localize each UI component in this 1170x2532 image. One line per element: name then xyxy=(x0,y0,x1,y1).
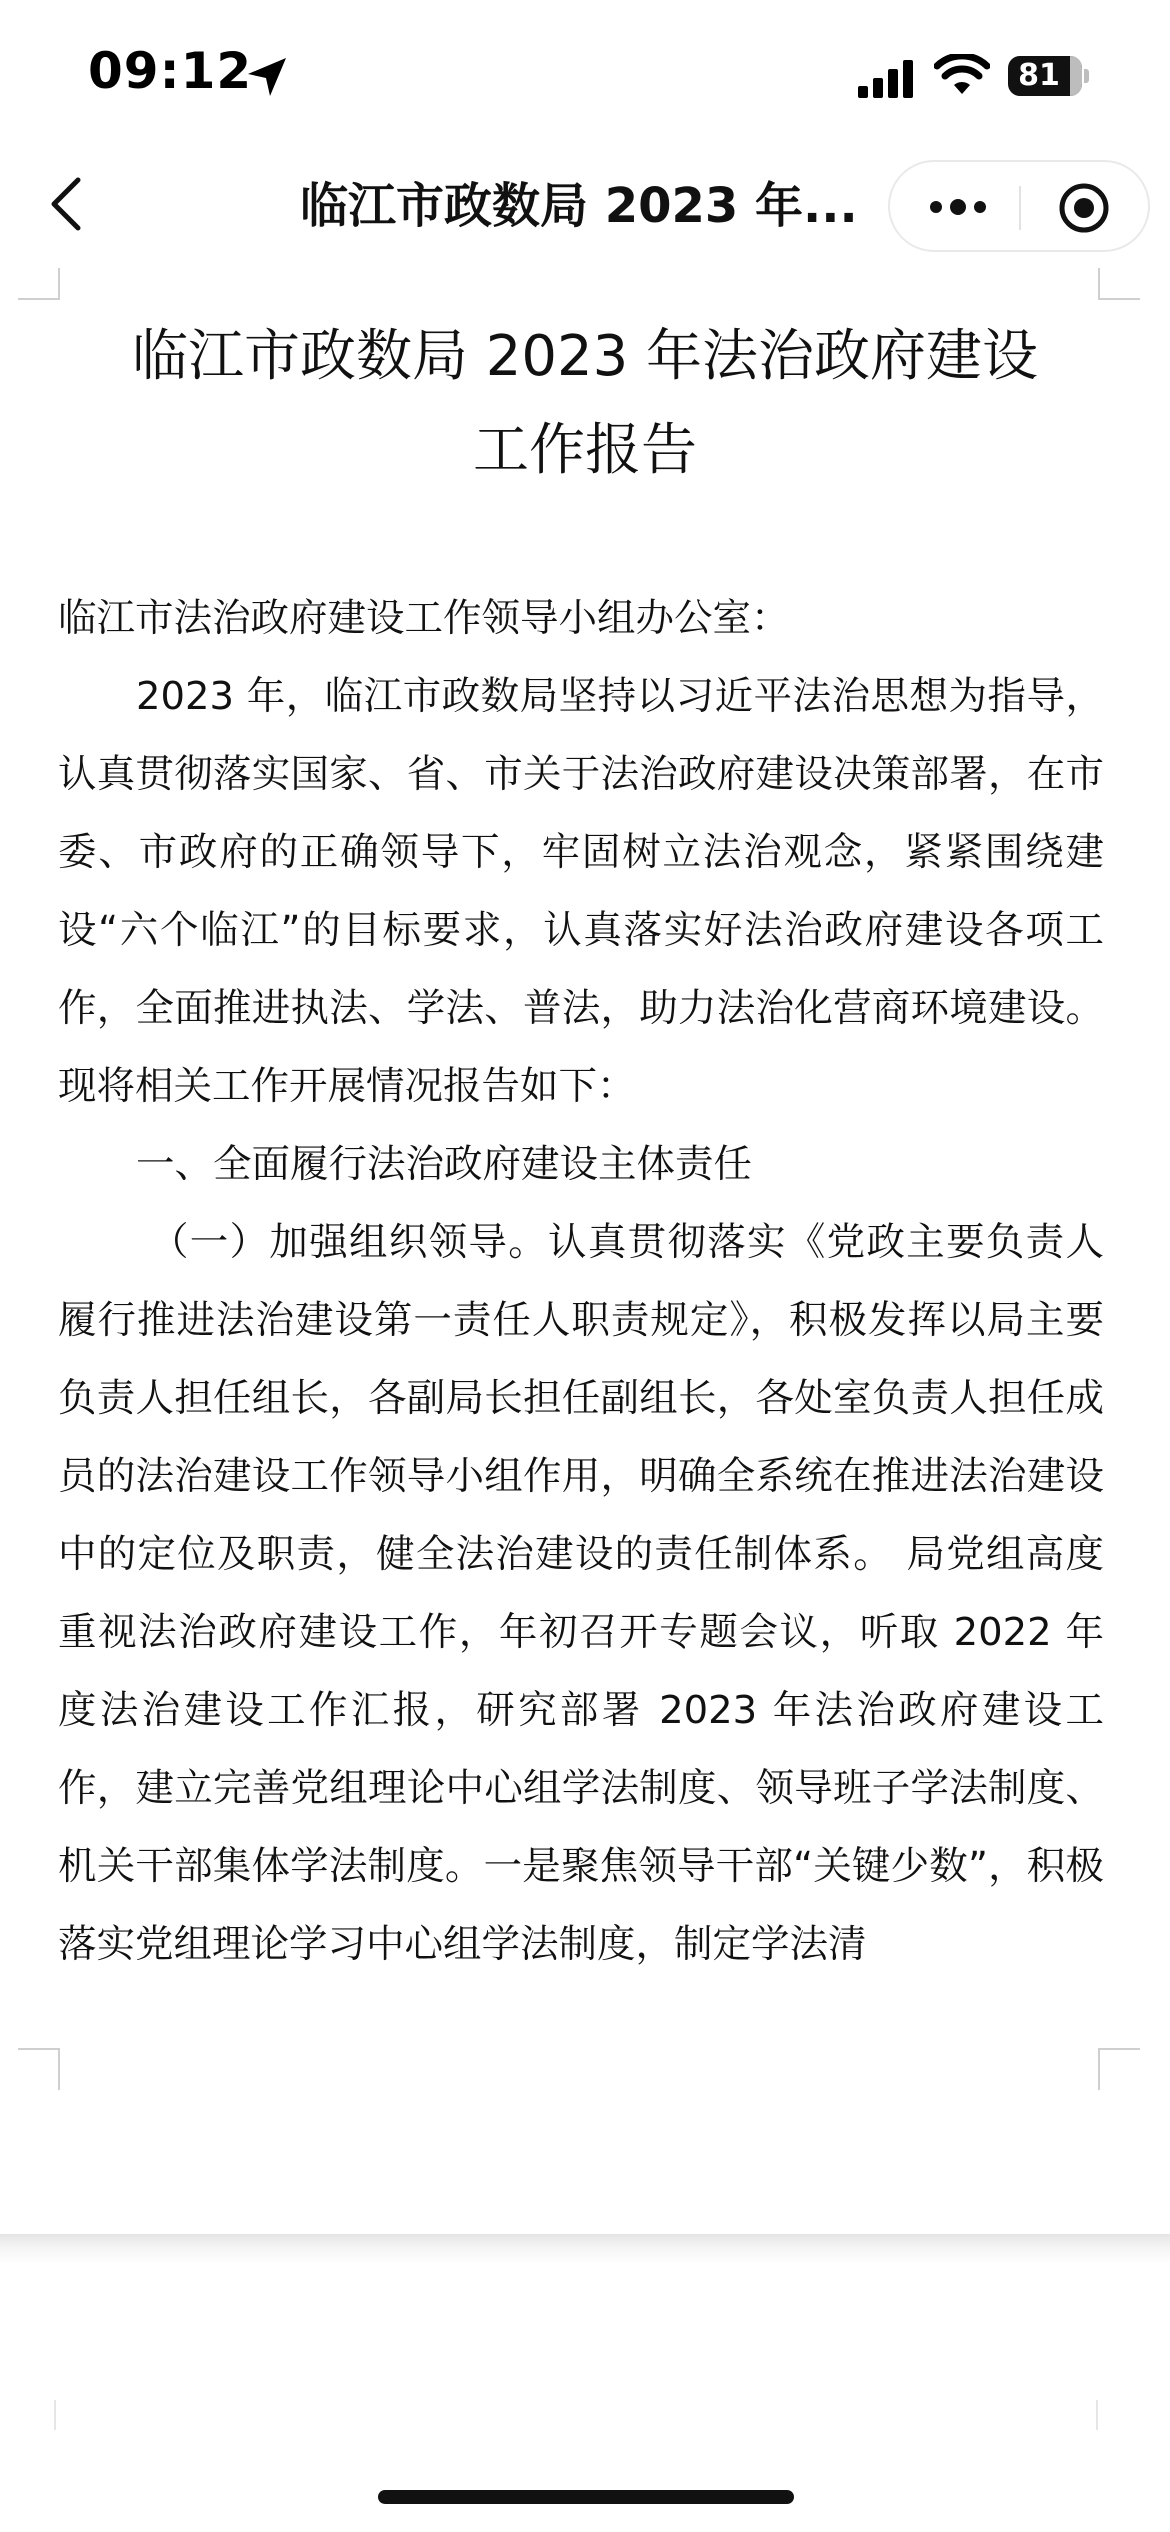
page-corner-mark xyxy=(54,2400,58,2430)
page-corner-mark xyxy=(18,2048,60,2090)
status-bar xyxy=(0,0,1170,150)
location-arrow-icon xyxy=(244,54,290,100)
document-title xyxy=(100,310,1070,498)
home-indicator xyxy=(378,2490,794,2504)
battery-indicator xyxy=(1008,56,1088,96)
page-corner-mark xyxy=(1098,2048,1140,2090)
addressee: 临江市法治政府建设工作领导小组办公室： xyxy=(58,596,790,641)
cellular-signal-icon xyxy=(856,58,916,98)
page-separator xyxy=(0,2234,1170,2264)
close-mini-program-icon[interactable] xyxy=(1058,182,1110,234)
wifi-icon xyxy=(934,54,990,98)
nav-title: 临江市政数局 2023 年... xyxy=(300,178,858,234)
page-corner-mark xyxy=(18,268,60,300)
back-chevron-icon[interactable] xyxy=(44,174,88,234)
document-body xyxy=(58,580,1104,1984)
battery-level: 81 xyxy=(1018,58,1060,93)
document-title-line: 工作报告 xyxy=(473,418,697,483)
more-options-icon[interactable] xyxy=(926,190,990,224)
page-corner-mark xyxy=(1098,268,1140,300)
section-heading: 一、全面履行法治政府建设主体责任 xyxy=(136,1142,753,1187)
mini-program-capsule xyxy=(888,160,1150,252)
document-title-line: 临江市政数局 2023 年法治政府建设 xyxy=(131,324,1039,389)
paragraph: 2023 年，临江市政数局坚持以习近平法治思想为指导，认真贯彻落实国家、省、市关于法治政府建设决策部署，在市委、市政府的正确领导下，牢固树立法治观念，紧紧围绕建设“六个临江”的目标要求，认真落实好法治政府建设各项工作，全面推进执法、学法、普法，助力法治化营商环境建设。现将相关工作开展情况报告如下： xyxy=(58,674,1104,1109)
status-time: 09:12 xyxy=(88,42,253,100)
paragraph: （一）加强组织领导。认真贯彻落实《党政主要负责人履行推进法治建设第一责任人职责规定》，积极发挥以局主要负责人担任组长，各副局长担任副组长，各处室负责人担任成员的法治建设工作领导小组作用，明确全系统在推进法治建设中的定位及职责，健全法治建设的责任制体系。 局党组高度重视法治政府建设工作，年初召开专题会议，听取 2022 年度法治建设工作汇报，研究部署 2023 年法治政府建设工作，建立完善党组理论中心组学法制度、领导班子学法制度、机关干部集体学法制度。一是聚焦领导干部“关键少数”，积极落实党组理论学习中心组学法制度，制定学法清 xyxy=(58,1220,1104,1967)
page-corner-mark xyxy=(1096,2400,1100,2430)
nav-bar xyxy=(0,150,1170,260)
